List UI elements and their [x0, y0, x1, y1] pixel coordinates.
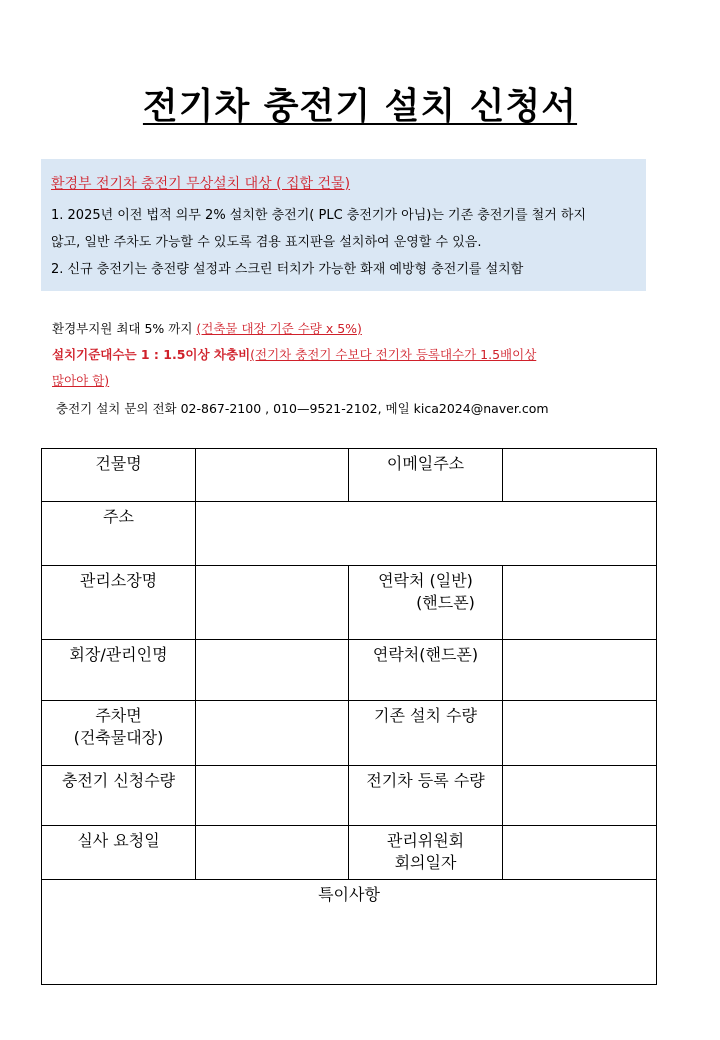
label-committee-1: 관리위원회: [386, 831, 465, 850]
page-title: [0, 78, 720, 129]
field-contact-mobile[interactable]: [503, 640, 657, 701]
label-contact-general-text: 연락처 (일반): [378, 571, 473, 590]
label-contact-general: [349, 566, 503, 640]
label-manager-name: 관리소장명: [42, 566, 196, 640]
label-parking-1: 주차면: [95, 706, 142, 725]
notice-line-2: 않고, 일반 주차도 가능할 수 있도록 겸용 표지판을 설치하여 운영할 수 있음.: [51, 235, 482, 250]
ratio-line-2: 많아야 함): [52, 373, 110, 388]
ratio-bold: 설치기준대수는 1 : 1.5이상 차충비: [52, 347, 251, 362]
label-committee-date: [349, 826, 503, 880]
label-committee-2: 회의일자: [394, 853, 457, 872]
field-remarks[interactable]: [42, 880, 657, 985]
field-charger-request[interactable]: [196, 766, 349, 826]
support-line: [52, 319, 362, 337]
label-parking: [42, 701, 196, 766]
field-address[interactable]: [196, 502, 657, 566]
support-prefix: 환경부지원 최대 5% 까지: [52, 321, 197, 336]
ratio-rest: (전기차 충전기 수보다 전기차 등록대수가 1.5배이상: [250, 347, 537, 362]
page-title-text: 전기차 충전기 설치 신청서: [142, 86, 578, 127]
field-parking[interactable]: [196, 701, 349, 766]
label-ev-count: 전기차 등록 수량: [349, 766, 503, 826]
notice-box: [41, 159, 646, 291]
label-address: 주소: [42, 502, 196, 566]
notice-line-3: 2. 신규 충전기는 충전량 설정과 스크린 터치가 가능한 화재 예방형 충전기를 설치함: [51, 262, 524, 277]
label-remarks: 특이사항: [318, 885, 380, 904]
label-charger-request: 충전기 신청수량: [42, 766, 196, 826]
label-contact-mobile: 연락처(핸드폰): [349, 640, 503, 701]
ratio-line: [52, 345, 536, 363]
field-existing-count[interactable]: [503, 701, 657, 766]
notice-heading: 환경부 전기차 충전기 무상설치 대상 ( 집합 건물): [51, 176, 351, 192]
field-email[interactable]: [503, 449, 657, 502]
label-existing-count: 기존 설치 수량: [349, 701, 503, 766]
field-chairman[interactable]: [196, 640, 349, 701]
field-survey-date[interactable]: [196, 826, 349, 880]
application-form: [41, 448, 657, 985]
field-contact-general[interactable]: [503, 566, 657, 640]
label-building-name: 건물명: [42, 449, 196, 502]
field-committee-date[interactable]: [503, 826, 657, 880]
field-manager-name[interactable]: [196, 566, 349, 640]
label-survey-date: 실사 요청일: [42, 826, 196, 880]
label-email: 이메일주소: [349, 449, 503, 502]
label-chairman: 회장/관리인명: [42, 640, 196, 701]
contact-line: 충전기 설치 문의 전화 02-867-2100 , 010—9521-2102, 메일 kica2024@naver.com: [56, 401, 549, 416]
label-contact-mobile-sub: (핸드폰): [416, 593, 475, 612]
support-highlight: (건축물 대장 기준 수량 x 5%): [196, 321, 362, 336]
field-building-name[interactable]: [196, 449, 349, 502]
field-ev-count[interactable]: [503, 766, 657, 826]
label-parking-2: (건축물대장): [73, 728, 164, 747]
notice-line-1: 1. 2025년 이전 법적 의무 2% 설치한 충전기( PLC 충전기가 아님)는 기존 충전기를 철거 하지: [51, 208, 587, 223]
